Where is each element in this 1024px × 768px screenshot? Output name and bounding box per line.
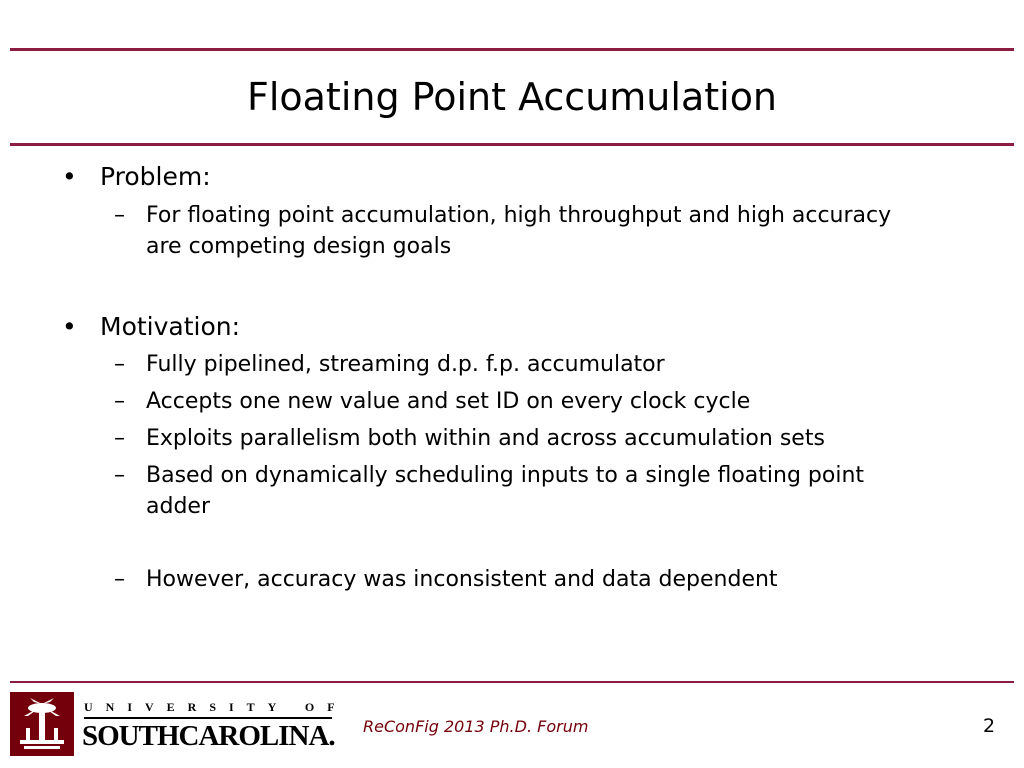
sub-bullet-text: Accepts one new value and set ID on every clock cycle bbox=[146, 389, 751, 414]
sub-bullet-text: Based on dynamically scheduling inputs to a single floating point adder bbox=[146, 463, 865, 519]
footer-rule bbox=[10, 681, 1014, 683]
dash-glyph: – bbox=[114, 389, 125, 414]
slide-title: Floating Point Accumulation bbox=[246, 75, 778, 119]
dash-glyph: – bbox=[114, 426, 125, 451]
sub-bullet-text: For floating point accumulation, high throughput and high accuracy are competing design goals bbox=[146, 203, 892, 259]
bullet-heading: Problem: bbox=[100, 162, 211, 191]
dash-glyph: – bbox=[114, 352, 125, 377]
page-number: 2 bbox=[983, 715, 996, 737]
bullet-heading: Motivation: bbox=[100, 312, 241, 341]
sub-bullet-text: Exploits parallelism both within and across accumulation sets bbox=[146, 426, 825, 451]
dash-glyph: – bbox=[114, 203, 125, 228]
logo-divider bbox=[84, 717, 332, 719]
sub-bullet-text: However, accuracy was inconsistent and data dependent bbox=[146, 567, 778, 592]
logo-south-carolina-text: SOUTHCAROLINA. bbox=[82, 720, 335, 752]
university-logo bbox=[10, 690, 348, 758]
title-top-rule bbox=[10, 48, 1014, 51]
dash-glyph: – bbox=[114, 463, 125, 488]
bullet-glyph: • bbox=[62, 312, 77, 341]
logo-university-of-text: UNIVERSITY OF bbox=[84, 700, 348, 714]
bullet-glyph: • bbox=[62, 162, 77, 191]
palmetto-tree-icon bbox=[10, 692, 74, 756]
event-name: ReConFig 2013 Ph.D. Forum bbox=[363, 717, 589, 736]
sub-bullet-text: Fully pipelined, streaming d.p. f.p. accumulator bbox=[146, 352, 665, 377]
dash-glyph: – bbox=[114, 567, 125, 592]
title-bottom-rule bbox=[10, 143, 1014, 146]
